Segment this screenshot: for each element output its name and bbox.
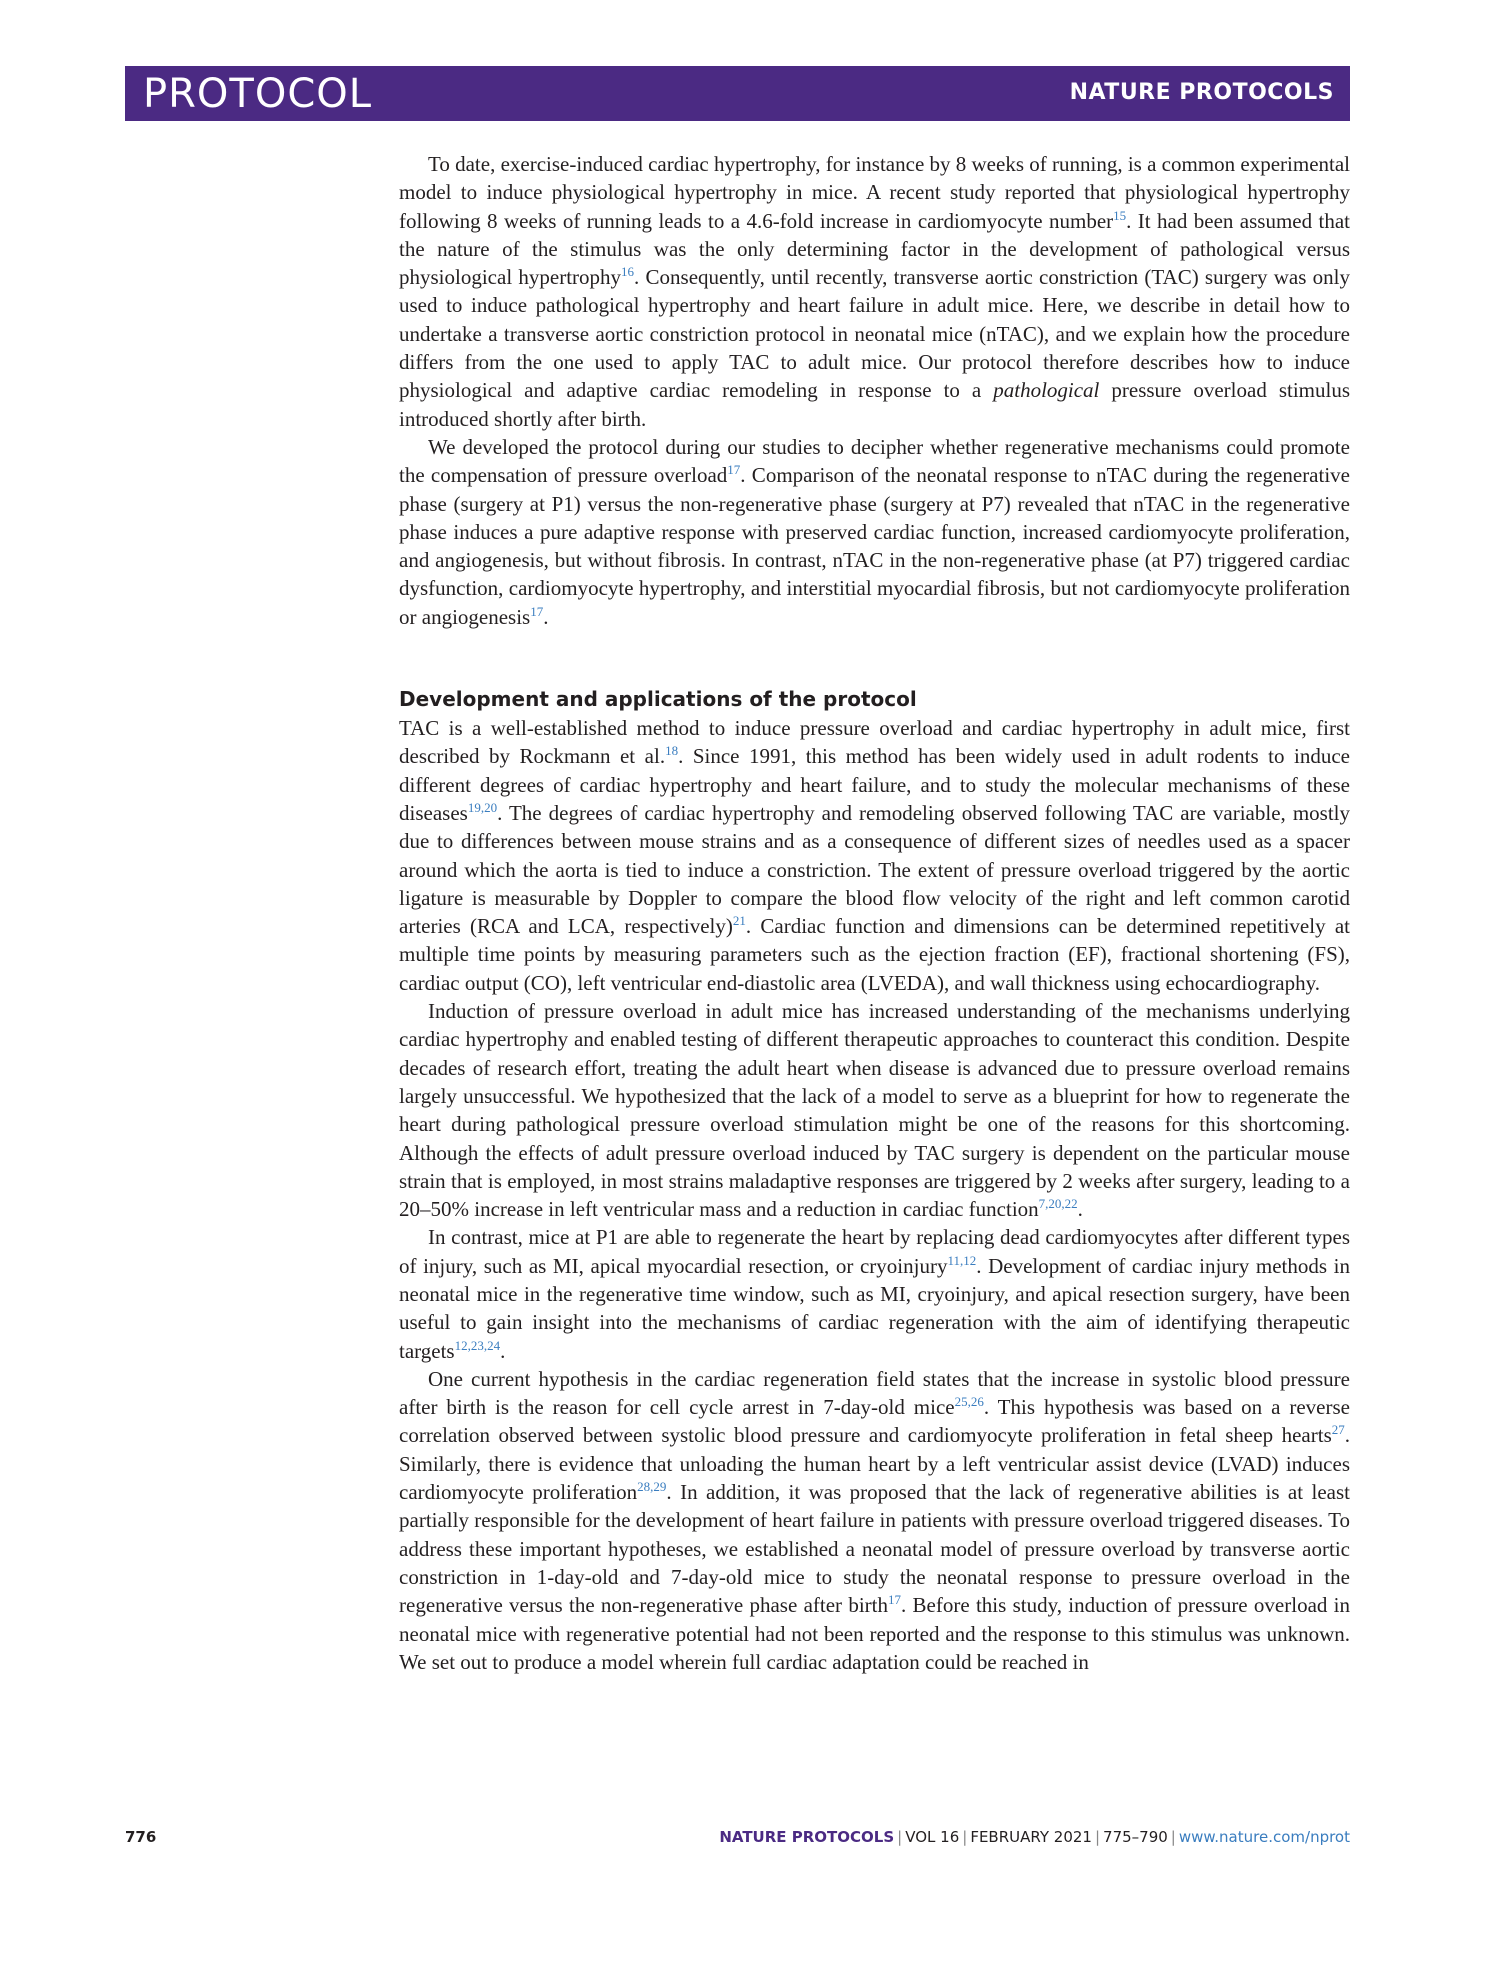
body-paragraph [399,1365,1350,1676]
footer-journal: NATURE PROTOCOLS [719,1828,895,1846]
citation-ref-link[interactable]: 12,23,24 [454,1337,501,1353]
article-body [399,150,1350,1676]
text-run: . Similarly, there is evidence that unloading the human heart by a left ventricular assist device (LVAD) induces cardiomyocyte proliferation [399,1423,1350,1505]
body-paragraph [399,997,1350,1223]
footer-separator: | [897,1828,903,1846]
text-run: . The degrees of cardiac hypertrophy and remodeling observed following TAC are variable, mostly due to differences between mouse strains and as a consequence of different sizes of needles used as a spacer around which the aorta is tied to induce a constriction. The extent of pressure overload triggered by the aortic ligature is measurable by Doppler to compare the blood flow velocity of the right and left common carotid arteries (RCA and LCA, respectively) [399,800,1350,939]
text-run: . Since 1991, this method has been widely used in adult rodents to induce different degrees of cardiac hypertrophy and heart failure, and to study the molecular mechanisms of these diseases [399,744,1350,825]
text-run: . Consequently, until recently, transverse aortic constriction (TAC) surgery was only used to induce pathological hypertrophy and heart failure in adult mice. Here, we describe in detail how to undertake a transverse aortic constriction protocol in neonatal mice (nTAC), and we explain how the procedure differs from the one used to apply TAC to adult mice. Our protocol therefore describes how to induce physiological and adaptive cardiac remodeling in response to a [399,265,1350,403]
citation-ref-link[interactable]: 16 [621,264,635,280]
citation-ref-link[interactable]: 28,29 [637,1479,667,1495]
citation-ref-link[interactable]: 21 [732,913,746,929]
citation-ref-link[interactable]: 18 [665,743,679,759]
text-run: . [500,1338,506,1363]
text-run: One current hypothesis in the cardiac regeneration field states that the increase in systolic blood pressure after birth is the reason for cell cycle arrest in 7-day-old mice [399,1366,1350,1420]
intro-paragraphs [399,150,1350,631]
footer-pages: 775–790 [1103,1828,1168,1846]
text-run: . This hypothesis was based on a reverse correlation observed between systolic blood pressure and cardiomyocyte proliferation in fetal sheep hearts [399,1395,1350,1448]
footer-url-link[interactable]: www.nature.com/nprot [1178,1828,1350,1846]
text-run: We developed the protocol during our studies to decipher whether regenerative mechanisms could promote the compensation of pressure overload [399,434,1350,488]
body-paragraph [399,150,1350,433]
text-run: . [1077,1197,1083,1222]
citation-ref-link[interactable]: 7,20,22 [1038,1196,1078,1212]
body-paragraph [399,714,1350,997]
citation-ref-link[interactable]: 17 [530,603,544,619]
body-paragraph [399,433,1350,631]
text-run: Induction of pressure overload in adult mice has increased understanding of the mechanisms underlying cardiac hypertrophy and enabled testing of different therapeutic approaches to counteract this condition. Despite decades of research effort, treating the adult heart when disease is advanced due to pressure overload remains largely unsuccessful. We hypothesized that the lack of a model to serve as a blueprint for how to regenerate the heart during pathological pressure overload stimulation might be one of the reasons for this shortcoming. Although the effects of adult pressure overload induced by TAC surgery is dependent on the particular mouse strain that is employed, in most strains maladaptive responses are triggered by 2 weeks after surgery, leading to a 20–50% increase in left ventricular mass and a reduction in cardiac function [399,999,1350,1222]
text-run: . Development of cardiac injury methods in neonatal mice in the regenerative time window, such as MI, cryoinjury, and apical resection surgery, have been useful to gain insight into the mechanisms of cardiac regeneration with the aim of identifying therapeutic targets [399,1253,1350,1363]
citation-ref-link[interactable]: 19,20 [467,799,498,815]
citation-ref-link[interactable]: 15 [1113,207,1127,223]
text-run: In contrast, mice at P1 are able to regenerate the heart by replacing dead cardiomyocytes after different types of injury, such as MI, apical myocardial resection, or cryoinjury [399,1225,1350,1278]
citation-ref-link[interactable]: 17 [888,1592,901,1608]
text-run: pressure overload stimulus introduced shortly after birth. [399,378,1350,431]
footer-separator: | [1170,1828,1176,1846]
emphasis-text: pathological [993,378,1100,403]
footer-separator: | [962,1828,968,1846]
text-run: . It had been assumed that the nature of the stimulus was the only determining factor in the development of pathological versus physiological hypertrophy [399,208,1350,290]
section-label: PROTOCOL [143,71,373,117]
journal-name: NATURE PROTOCOLS [1069,80,1334,105]
text-run: TAC is a well-established method to induce pressure overload and cardiac hypertrophy in adult mice, first described by Rockmann et al. [399,716,1350,769]
text-run: . Comparison of the neonatal response to nTAC during the regenerative phase (surgery at P1) versus the non-regenerative phase (surgery at P7) revealed that nTAC in the regenerative phase induces a pure adaptive response with preserved cardiac function, increased cardiomyocyte proliferation, and angiogenesis, but without fibrosis. In contrast, nTAC in the non-regenerative phase (at P7) triggered cardiac dysfunction, cardiomyocyte hypertrophy, and interstitial myocardial fibrosis, but not cardiomyocyte proliferation or angiogenesis [399,463,1350,629]
citation-ref-link[interactable]: 25,26 [954,1394,984,1410]
page-header [125,66,1350,121]
section-paragraphs [399,714,1350,1676]
body-paragraph [399,1223,1350,1364]
footer-volume: VOL 16 [905,1828,960,1846]
text-run: . [543,604,549,629]
text-run: . In addition, it was proposed that the lack of regenerative abilities is at least partially responsible for the development of heart failure in patients with pressure overload triggered diseases. To address these important hypotheses, we established a neonatal model of pressure overload by transverse aortic constriction in 1-day-old and 7-day-old mice to study the neonatal response to pressure overload in the regenerative versus the non-regenerative phase after birth [399,1480,1351,1618]
citation-ref-link[interactable]: 27 [1331,1422,1345,1438]
text-run: To date, exercise-induced cardiac hypertrophy, for instance by 8 weeks of running, is a common experimental model to induce physiological hypertrophy in mice. A recent study reported that physiological hypertrophy following 8 weeks of running leads to a 4.6-fold increase in cardiomyocyte number [399,152,1351,233]
text-run: . Before this study, induction of pressure overload in neonatal mice with regenerative potential had not been reported and the response to this stimulus was unknown. We set out to produce a model wherein full cardiac adaptation could be reached in [399,1593,1351,1674]
section-heading: Development and applications of the protocol [399,687,917,712]
footer-separator: | [1094,1828,1101,1846]
citation-ref-link[interactable]: 11,12 [947,1252,977,1268]
footer-citation [719,1828,1350,1846]
text-run: . Cardiac function and dimensions can be determined repetitively at multiple time points by measuring parameters such as the ejection fraction (EF), fractional shortening (FS), cardiac output (CO), left ventricular end-diastolic area (LVEDA), and wall thickness using echocardiography. [399,914,1350,995]
page-number: 776 [125,1828,157,1846]
citation-ref-link[interactable]: 17 [727,462,741,478]
footer-date: FEBRUARY 2021 [970,1828,1092,1846]
